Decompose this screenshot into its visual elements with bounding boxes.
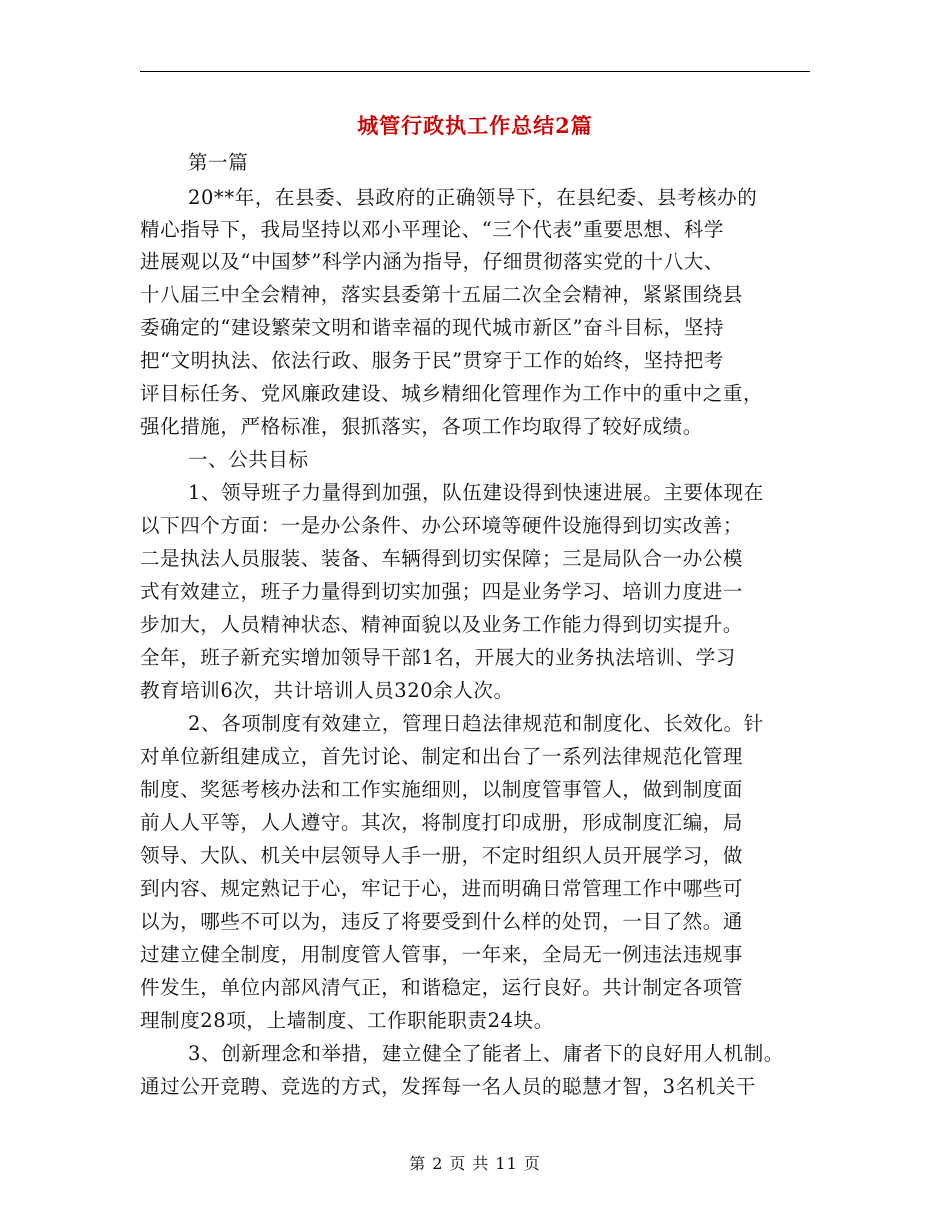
paragraph-line: 1、领导班子力量得到加强，队伍建设得到快速进展。主要体现在 [188,481,764,504]
paragraph-line: 制度、奖惩考核办法和工作实施细则，以制度管事管人，做到制度面 [140,778,744,801]
paragraph-line: 对单位新组建成立，首先讨论、制定和出台了一系列法律规范化管理 [140,745,744,768]
paragraph-line: 二是执法人员服装、装备、车辆得到切实保障；三是局队合一办公模 [140,547,744,570]
paragraph-line: 件发生，单位内部风清气正，和谐稳定，运行良好。共计制定各项管 [140,976,744,999]
footer-total-pages: 11 [495,1154,518,1173]
paragraph-line: 委确定的“建设繁荣文明和谐幸福的现代城市新区”奋斗目标，坚持 [140,316,724,339]
paragraph-line: 理制度28项，上墙制度、工作职能职责24块。 [140,1009,554,1032]
paragraph-line: 以下四个方面：一是办公条件、办公环境等硬件设施得到切实改善； [140,514,744,537]
footer-total-prefix: 共 [472,1154,490,1173]
paragraph-line: 以为，哪些不可以为，违反了将要受到什么样的处罚，一目了然。通 [140,910,744,933]
paragraph-line: 20**年，在县委、县政府的正确领导下，在县纪委、县考核办的 [188,186,758,209]
footer-page-suffix: 页 [523,1154,541,1173]
section-heading: 第一篇 [188,151,249,174]
footer-current-page: 2 [432,1154,444,1173]
footer-page-mid: 页 [449,1154,467,1173]
document-title: 城管行政执工作总结2篇 [357,113,593,138]
paragraph-line: 全年，班子新充实增加领导干部1名，开展大的业务执法培训、学习 [140,646,736,669]
paragraph-line: 进展观以及“中国梦”科学内涵为指导，仔细贯彻落实党的十八大、 [140,250,724,273]
paragraph-line: 过建立健全制度，用制度管人管事，一年来，全局无一例违法违规事 [140,943,744,966]
paragraph-line: 教育培训6次，共计培训人员320余人次。 [140,679,514,702]
section-heading: 一、公共目标 [188,448,309,471]
paragraph-line: 式有效建立，班子力量得到切实加强；四是业务学习、培训力度进一 [140,580,744,603]
paragraph-line: 精心指导下，我局坚持以邓小平理论、“三个代表”重要思想、科学 [140,218,724,241]
paragraph-line: 2、各项制度有效建立，管理日趋法律规范和制度化、长效化。针 [188,712,764,735]
paragraph-line: 3、创新理念和举措，建立健全了能者上、庸者下的良好用人机制。 [188,1042,784,1065]
paragraph-line: 到内容、规定熟记于心，牢记于心，进而明确日常管理工作中哪些可 [140,877,744,900]
paragraph-line: 强化措施，严格标准，狠抓落实，各项工作均取得了较好成绩。 [140,415,703,438]
header-rule [140,71,810,72]
footer-page-prefix: 第 [409,1154,427,1173]
paragraph-line: 十八届三中全会精神，落实县委第十五届二次全会精神，紧紧围绕县 [140,283,744,306]
paragraph-line: 把“文明执法、依法行政、服务于民”贯穿于工作的始终，坚持把考 [140,349,724,372]
paragraph-line: 通过公开竞聘、竞选的方式，发挥每一名人员的聪慧才智，3名机关干 [140,1075,757,1098]
paragraph-line: 评目标任务、党风廉政建设、城乡精细化管理作为工作中的重中之重， [140,382,764,405]
paragraph-line: 前人人平等，人人遵守。其次，将制度打印成册，形成制度汇编，局 [140,811,744,834]
page-footer [0,1152,950,1176]
paragraph-line: 领导、大队、机关中层领导人手一册，不定时组织人员开展学习，做 [140,844,744,867]
paragraph-line: 步加大，人员精神状态、精神面貌以及业务工作能力得到切实提升。 [140,613,744,636]
